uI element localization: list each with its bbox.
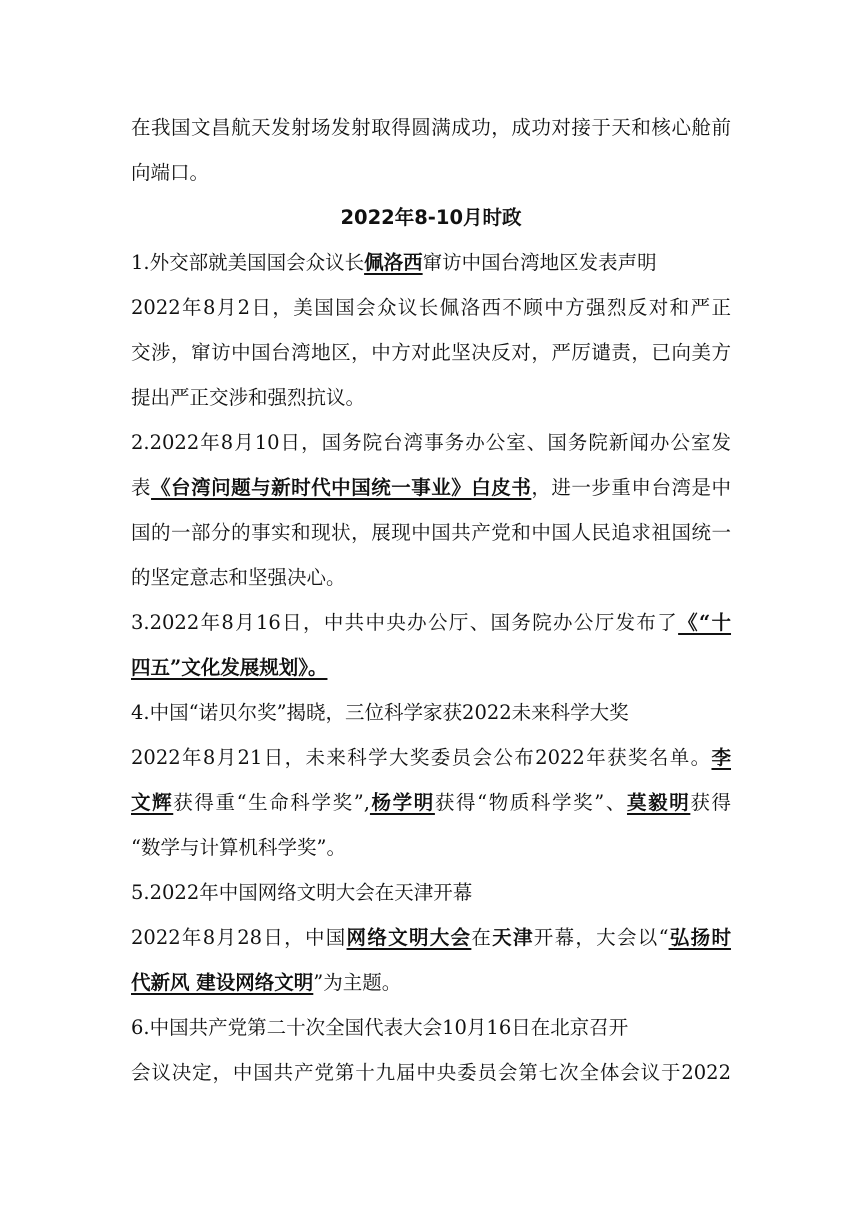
item-3-keyword-end: 四五”文化发展规划》。 [131, 656, 328, 679]
item-5-line-2 [131, 970, 401, 996]
item-4-text-f: 获得 [690, 791, 731, 814]
intro-line-1: 在我国文昌航天发射场发射取得圆满成功，成功对接于天和核心舱前 [131, 116, 731, 139]
item-1-para-line-3: 提出严正交涉和强烈抗议。 [131, 386, 366, 409]
item-4-text-b: 获得重“生命科学奖”, [173, 791, 370, 814]
item-2-keyword: 《台湾问题与新时代中国统一事业》白皮书 [151, 476, 532, 499]
item-1-para-line-1: 2022年8月2日，美国国会众议长佩洛西不顾中方强烈反对和严正 [131, 296, 731, 319]
item-6-heading: 6.中国共产党第二十次全国代表大会10月16日在北京召开 [131, 1016, 629, 1039]
item-2-line-2 [131, 475, 731, 501]
section-title: 2022年8-10月时政 [340, 206, 522, 229]
item-4-line-2 [131, 790, 731, 816]
intro-line-2: 向端口。 [131, 161, 210, 184]
item-4-text-a: 2022年8月21日，未来科学大奖委员会公布2022年获奖名单。 [131, 746, 712, 769]
item-3-text-a: 3.2022年8月16日，中共中央办公厅、国务院办公厅发布了 [131, 611, 679, 634]
item-4-name-3: 莫毅明 [626, 791, 691, 814]
item-4-text-d: 获得“物质科学奖”、 [434, 791, 627, 814]
item-1-heading-rest: 窜访中国台湾地区发表声明 [422, 251, 657, 274]
item-2-text-a: 表 [131, 476, 152, 499]
item-4-line-3: “数学与计算机科学奖”。 [131, 836, 346, 859]
item-5-heading: 5.2022年中国网络文明大会在天津开幕 [131, 881, 473, 904]
item-3-line-1 [131, 610, 731, 636]
item-1-para-line-2: 交涉，窜访中国台湾地区，中方对此坚决反对，严厉谴责，已向美方 [131, 341, 731, 364]
item-6-line-1: 会议决定，中国共产党第十九届中央委员会第七次全体会议于2022 [131, 1061, 731, 1084]
item-5-theme-start: 弘扬时 [668, 926, 731, 949]
item-2-line-4: 的坚定意志和坚强决心。 [131, 566, 346, 589]
item-5-theme-end: 代新风 建设网络文明 [131, 971, 314, 994]
item-5-text-b: ”为主题。 [313, 971, 402, 994]
item-4-name-1-end: 文辉 [131, 791, 174, 814]
item-5-keyword-2: 天津 [492, 926, 534, 949]
item-4-name-2: 杨学明 [369, 791, 435, 814]
item-2-line-3: 国的一部分的事实和现状，展现中国共产党和中国人民追求祖国统一 [131, 521, 731, 544]
item-5-text-a: 2022年8月28日，中国 [131, 926, 347, 949]
item-4-name-1-start: 李 [711, 746, 731, 769]
item-3-keyword-start: 《“十 [678, 611, 732, 634]
item-1-heading-text: 1.外交部就美国国会众议长 [131, 251, 365, 274]
item-5-keyword-1: 网络文明大会 [346, 926, 472, 949]
item-5-line-1 [131, 925, 731, 951]
item-5-text-e: 开幕，大会以“ [533, 926, 669, 949]
item-1-heading [131, 250, 657, 276]
item-2-text-c: ，进一步重申台湾是中 [531, 476, 731, 499]
item-1-keyword: 佩洛西 [364, 251, 423, 274]
item-5-text-c: 在 [471, 926, 493, 949]
item-4-line-1 [131, 745, 731, 771]
item-2-line-1: 2.2022年8月10日，国务院台湾事务办公室、国务院新闻办公室发 [131, 431, 731, 454]
item-4-heading: 4.中国“诺贝尔奖”揭晓，三位科学家获2022未来科学大奖 [131, 701, 629, 724]
